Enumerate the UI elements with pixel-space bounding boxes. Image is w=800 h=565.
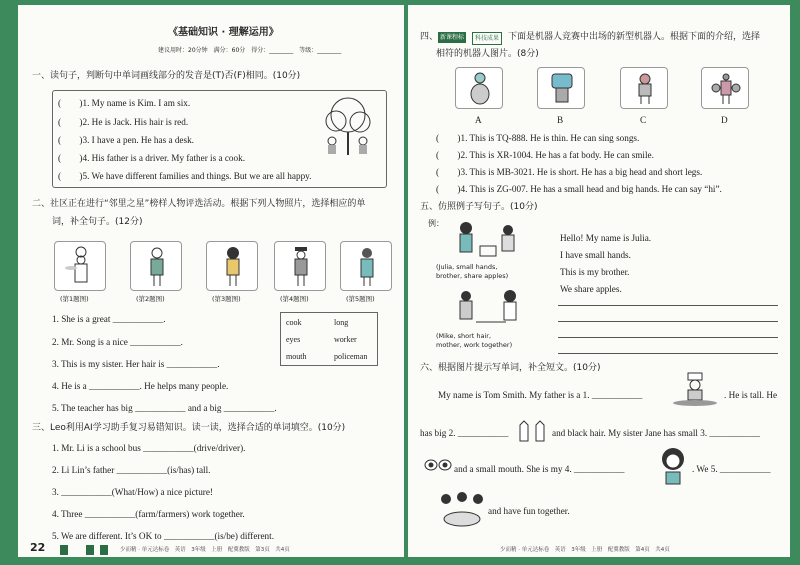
footer-mark — [60, 545, 68, 555]
s6-line-3a[interactable]: and a small mouth. She is my 4. ___________ — [454, 464, 625, 474]
s6-line-2b[interactable]: and black hair. My sister Jane has small 3. ___________ — [552, 428, 760, 438]
word-cook: cook — [286, 318, 302, 327]
figure-2-worker — [130, 241, 182, 291]
section-5-heading: 五、仿照例子写句子。(10分) — [420, 202, 538, 212]
s6-line-1a[interactable]: My name is Tom Smith. My father is a 1. ___________ — [438, 390, 643, 400]
tag-new-curriculum: 新课程标 — [440, 34, 465, 41]
robot-b — [537, 67, 585, 109]
share-hint-picture — [436, 491, 486, 531]
left-footer: 少而精 · 单元达标卷 英语 3年级 上册 配冀教版 第3页 共4页 — [120, 547, 290, 553]
example-1-caption-2: brother, share apples) — [436, 272, 509, 280]
example-line-4: We share apples. — [560, 284, 622, 294]
word-mouth: mouth — [286, 352, 307, 361]
word-long: long — [334, 318, 349, 327]
section-2-heading: 二、社区正在进行“邻里之星”榜样人物评选活动。根据下列人物照片，选择相应的单 — [32, 199, 366, 209]
section-3-heading: 三、Leo利用AI学习助手复习易错知识。读一读，选择合适的单词填空。(10分) — [32, 423, 346, 433]
s2-item-1[interactable]: 1. She is a great ___________. — [52, 314, 166, 324]
word-worker: worker — [334, 335, 357, 344]
robot-d-label: D — [721, 115, 728, 125]
s1-item-2: ( )2. He is Jack. His hair is red. — [58, 117, 189, 127]
section-4-heading: 下面是机器人竞赛中出场的新型机器人。根据下面的介绍，选择 — [508, 32, 761, 42]
example-line-3: This is my brother. — [560, 267, 630, 277]
robot-c — [620, 67, 668, 109]
s3-item-5[interactable]: 5. We are different. It’s OK to ___________(is/be) different. — [52, 531, 275, 541]
tree-kids-illustration — [308, 97, 378, 157]
section-2-heading-2: 词，补全句子。(12分) — [52, 217, 143, 227]
figure-2-caption: (第2题图) — [136, 295, 165, 303]
s4-prefix: 四、 — [420, 32, 439, 42]
robot-a — [455, 67, 503, 109]
right-footer: 少而精 · 单元达标卷 英语 3年级 上册 配冀教版 第4页 共4页 — [500, 547, 670, 553]
answer-line-2[interactable] — [558, 321, 778, 322]
figure-4-caption: (第4题图) — [280, 295, 309, 303]
julia-brother-illustration — [446, 220, 536, 262]
s1-item-3: ( )3. I have a pen. He has a desk. — [58, 135, 194, 145]
robot-d — [701, 67, 749, 109]
s2-item-3[interactable]: 3. This is my sister. Her hair is ___________. — [52, 359, 220, 369]
robot-b-label: B — [557, 115, 564, 125]
eyes-hint-picture — [424, 453, 452, 483]
figure-3-caption: (第3题图) — [212, 295, 241, 303]
s4-item-3[interactable]: ( )3. This is MB-3021. He is short. He has a big head and short legs. — [436, 167, 703, 177]
example-2-caption-2: mother, work together) — [436, 341, 513, 349]
figure-3-girl — [206, 241, 258, 291]
s2-item-4[interactable]: 4. He is a ___________. He helps many people. — [52, 381, 229, 391]
robot-a-label: A — [475, 115, 482, 125]
cook-hint-picture — [670, 373, 720, 409]
s3-item-1[interactable]: 1. Mr. Li is a school bus ___________(drive/driver). — [52, 443, 246, 453]
word-policeman: policeman — [334, 352, 368, 361]
figure-4-policeman — [274, 241, 326, 291]
s4-item-1[interactable]: ( )1. This is TQ-888. He is thin. He can sing songs. — [436, 133, 640, 143]
s6-line-3b[interactable]: . We 5. ___________ — [692, 464, 771, 474]
example-1-caption-1: (Julia, small hands, — [436, 263, 498, 271]
s1-item-5: ( )5. We have different families and things. But we are all happy. — [58, 171, 312, 181]
right-page — [408, 5, 790, 557]
answer-line-4[interactable] — [558, 353, 778, 354]
figure-1-cook — [54, 241, 106, 291]
s3-item-3[interactable]: 3. ___________(What/How) a nice picture! — [52, 487, 213, 497]
example-line-2: I have small hands. — [560, 250, 631, 260]
footer-mark — [86, 545, 94, 555]
s3-item-2[interactable]: 2. Li Lin’s father ___________(is/has) tall. — [52, 465, 211, 475]
robot-c-label: C — [640, 115, 647, 125]
page-title: 《基础知识 · 理解运用》 — [168, 27, 279, 38]
s6-line-4: and have fun together. — [488, 506, 570, 516]
sister-hint-picture — [658, 447, 688, 485]
s3-item-4[interactable]: 4. Three ___________(farm/farmers) work together. — [52, 509, 245, 519]
answer-line-3[interactable] — [558, 337, 778, 338]
mike-mother-illustration — [446, 288, 536, 330]
footer-mark — [100, 545, 108, 555]
left-page — [18, 5, 404, 557]
s1-item-4: ( )4. His father is a driver. My father is a cook. — [58, 153, 246, 163]
s1-item-1: ( )1. My name is Kim. I am six. — [58, 98, 191, 108]
example-label: 例： — [428, 219, 444, 228]
example-2-caption-1: (Mike, short hair, — [436, 332, 492, 340]
s4-item-4[interactable]: ( )4. This is ZG-007. He has a small head and big hands. He can say “hi”. — [436, 184, 722, 194]
s6-line-1b: . He is tall. He — [724, 390, 778, 400]
section-4-heading-2: 相符的机器人图片。(8分) — [436, 49, 539, 59]
figure-1-caption: (第1题图) — [60, 295, 89, 303]
s4-item-2[interactable]: ( )2. This is XR-1004. He has a fat body. He can smile. — [436, 150, 654, 160]
hands-hint-picture — [516, 419, 550, 443]
s2-item-5[interactable]: 5. The teacher has big ___________ and a big ___________. — [52, 403, 277, 413]
example-line-1: Hello! My name is Julia. — [560, 233, 652, 243]
word-eyes: eyes — [286, 335, 301, 344]
s6-line-2a[interactable]: has big 2. ___________ — [420, 428, 509, 438]
section-1-heading: 一、读句子，判断句中单词画线部分的发音是(T)否(F)相同。(10分) — [32, 71, 301, 81]
section-6-heading: 六、根据图片提示写单词，补全短文。(10分) — [420, 363, 601, 373]
page-number: 22 — [30, 541, 46, 554]
figure-5-teacher — [340, 241, 392, 291]
score-meta: 建议用时：20分钟 满分：60分 得分：________ 等级：________ — [158, 47, 342, 54]
tag-tech: 科技成果 — [472, 32, 502, 45]
answer-line-1[interactable] — [558, 305, 778, 306]
s2-item-2[interactable]: 2. Mr. Song is a nice ___________. — [52, 337, 183, 347]
figure-5-caption: (第5题图) — [346, 295, 375, 303]
